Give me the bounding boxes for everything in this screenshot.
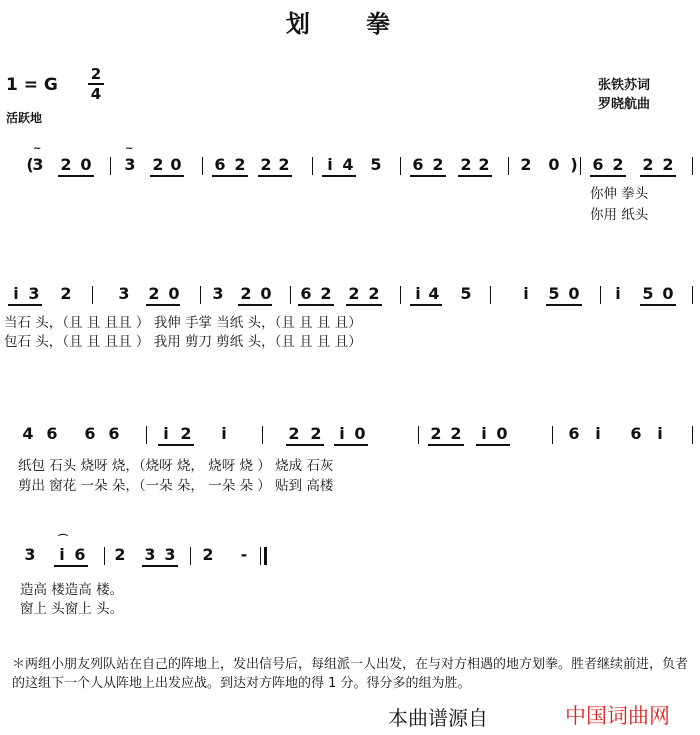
lyric-line-1-verse-2: 你用 纸头 [590, 207, 649, 223]
key-signature: 1 = G [6, 75, 58, 95]
watermark-site[interactable]: 中国词曲网 [565, 704, 670, 728]
page-title: 划 拳 [285, 10, 415, 38]
score-row-4: 3 i 6 ⌒ 2 3 3 2 - [0, 545, 700, 585]
footnote: ＊两组小朋友列队站在自己的阵地上，发出信号后，每组派一人出发，在与对方相遇的地方划拳。胜者继续前进，负者的这组下一个人从阵地上出发应战。到达对方阵地的得 1 分。得分多的组为胜。 [12, 657, 689, 691]
lyric-line-1-verse-1: 你伸 拳头 [590, 186, 649, 202]
watermark-source: 本曲谱源自 [388, 706, 488, 730]
score-row-2: i 3 2 3 2 0 3 2 0 6 2 2 2 i 4 5 i 5 0 i 5 0 [0, 284, 700, 324]
score-row-1: ( 3 ~ 2 0 3 ~ 2 0 6 2 2 2 i 4 5 6 2 2 2 2 0 ) 6 2 2 2 [0, 155, 700, 195]
score-row-3: 4 6 6 6 i 2 i 2 2 i 0 2 2 i 0 6 i 6 i [0, 424, 700, 464]
lyric-line-4-verse-2: 窗上 头窗上 头。 [20, 601, 124, 617]
meter-top: 2 [90, 65, 102, 83]
meter-bottom: 4 [90, 85, 102, 103]
lyricist-credit: 张铁苏词 [598, 78, 651, 93]
tempo-marking: 活跃地 [6, 111, 43, 125]
lyric-line-3-verse-1: 纸包 石头 烧呀 烧，（烧呀 烧， 烧呀 烧 ） 烧成 石灰 [18, 458, 334, 474]
composer-credit: 罗晓航曲 [598, 97, 651, 112]
time-signature [88, 66, 104, 102]
lyric-line-3-verse-2: 剪出 窗花 一朵 朵，（一朵 朵， 一朵 朵 ） 贴到 高楼 [18, 478, 334, 494]
lyric-line-2-verse-1: 当石 头，（且 且 且且 ） 我伸 手掌 当纸 头，（且 且 且 且） [4, 315, 362, 331]
lyric-line-4-verse-1: 造高 楼造高 楼。 [20, 582, 124, 598]
lyric-line-2-verse-2: 包石 头，（且 且 且且 ） 我用 剪刀 剪纸 头，（且 且 且 且） [4, 334, 362, 350]
